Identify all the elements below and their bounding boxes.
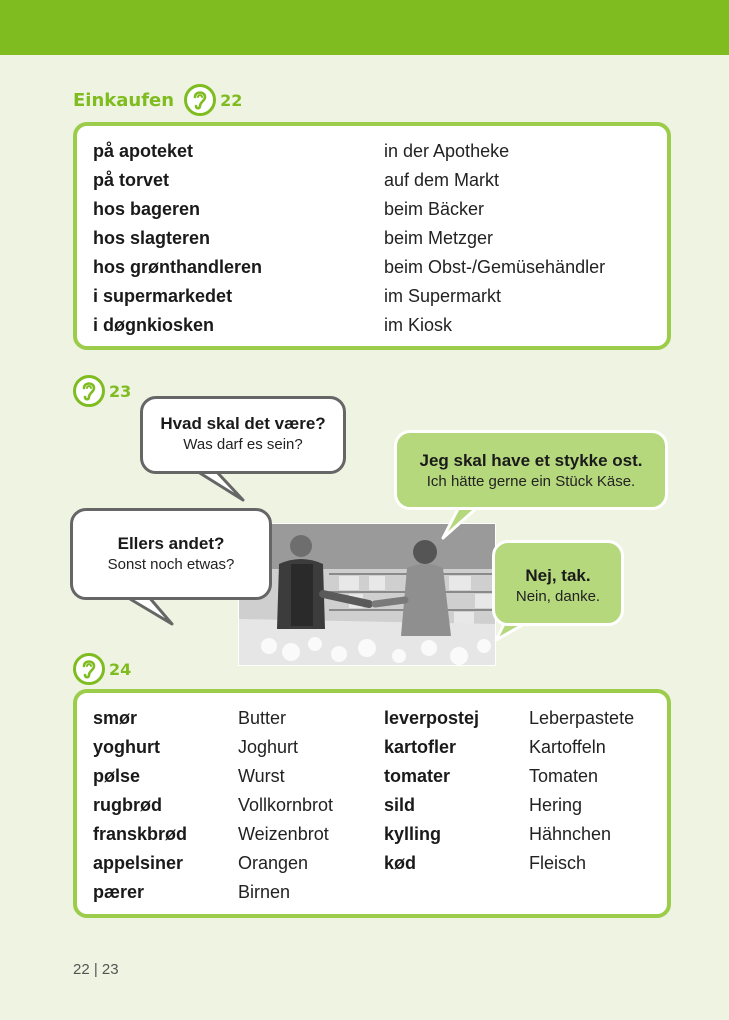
term-german: Weizenbrot xyxy=(238,824,329,844)
term-danish: sild xyxy=(384,795,416,815)
term-german: in der Apotheke xyxy=(384,141,510,161)
term-german: Fleisch xyxy=(529,853,587,873)
term-danish: kartofler xyxy=(384,737,457,757)
term-german: Orangen xyxy=(238,853,309,873)
term-danish: i supermarkedet xyxy=(93,286,233,306)
term-danish: kylling xyxy=(384,824,442,844)
speech-bubble-seller-1 xyxy=(140,396,346,474)
term-german: Wurst xyxy=(238,766,285,786)
term-danish: hos grønthandleren xyxy=(93,257,263,277)
term-danish: kød xyxy=(384,853,417,873)
track-number: 23 xyxy=(109,381,132,401)
term-danish: rugbrød xyxy=(93,795,162,815)
term-german: Leberpastete xyxy=(529,708,635,728)
bubble-danish: Hvad skal det være? xyxy=(160,414,326,433)
term-danish: tomater xyxy=(384,766,451,786)
speech-bubble-customer-1 xyxy=(394,430,668,510)
term-german: Hähnchen xyxy=(529,824,612,844)
term-danish: i døgnkiosken xyxy=(93,315,215,335)
page-numbers: 22 | 23 xyxy=(73,961,119,978)
term-danish: på apoteket xyxy=(93,141,194,161)
section-header-food xyxy=(73,653,131,685)
term-german: Tomaten xyxy=(529,766,599,786)
speech-bubble-seller-2 xyxy=(70,508,272,600)
term-german: Kartoffeln xyxy=(529,737,606,757)
term-german: Hering xyxy=(529,795,583,815)
term-german: Vollkornbrot xyxy=(238,795,334,815)
track-number: 22 xyxy=(220,90,243,110)
term-danish: leverpostej xyxy=(384,708,480,728)
term-german: auf dem Markt xyxy=(384,170,500,190)
bubble-german: Nein, danke. xyxy=(515,588,601,605)
bubble-german: Sonst noch etwas? xyxy=(107,556,235,573)
term-danish: på torvet xyxy=(93,170,170,190)
term-german: beim Obst-/Gemüsehändler xyxy=(384,257,606,277)
term-german: Joghurt xyxy=(238,737,299,757)
bubble-german: Was darf es sein? xyxy=(183,436,303,453)
bubble-danish: Nej, tak. xyxy=(525,566,591,585)
term-german: beim Bäcker xyxy=(384,199,485,219)
term-german: beim Metzger xyxy=(384,228,494,248)
section-title: Einkaufen xyxy=(73,89,175,111)
term-danish: franskbrød xyxy=(93,824,188,844)
term-danish: hos slagteren xyxy=(93,228,211,248)
term-german: im Supermarkt xyxy=(384,286,502,306)
term-german: im Kiosk xyxy=(384,315,453,335)
bubble-danish: Jeg skal have et stykke ost. xyxy=(419,451,643,470)
term-danish: appelsiner xyxy=(93,853,184,873)
term-danish: hos bageren xyxy=(93,199,201,219)
track-number: 24 xyxy=(109,659,132,679)
term-danish: yoghurt xyxy=(93,737,160,757)
term-danish: smør xyxy=(93,708,138,728)
audio-ear-icon xyxy=(73,653,105,685)
bubble-german: Ich hätte gerne ein Stück Käse. xyxy=(426,473,636,490)
term-german: Butter xyxy=(238,708,287,728)
speech-bubble-customer-2 xyxy=(492,540,624,626)
bubble-danish: Ellers andet? xyxy=(117,534,225,553)
term-german: Birnen xyxy=(238,882,291,902)
vocab-box-food xyxy=(73,689,671,918)
term-danish: pærer xyxy=(93,882,145,902)
term-danish: pølse xyxy=(93,766,141,786)
